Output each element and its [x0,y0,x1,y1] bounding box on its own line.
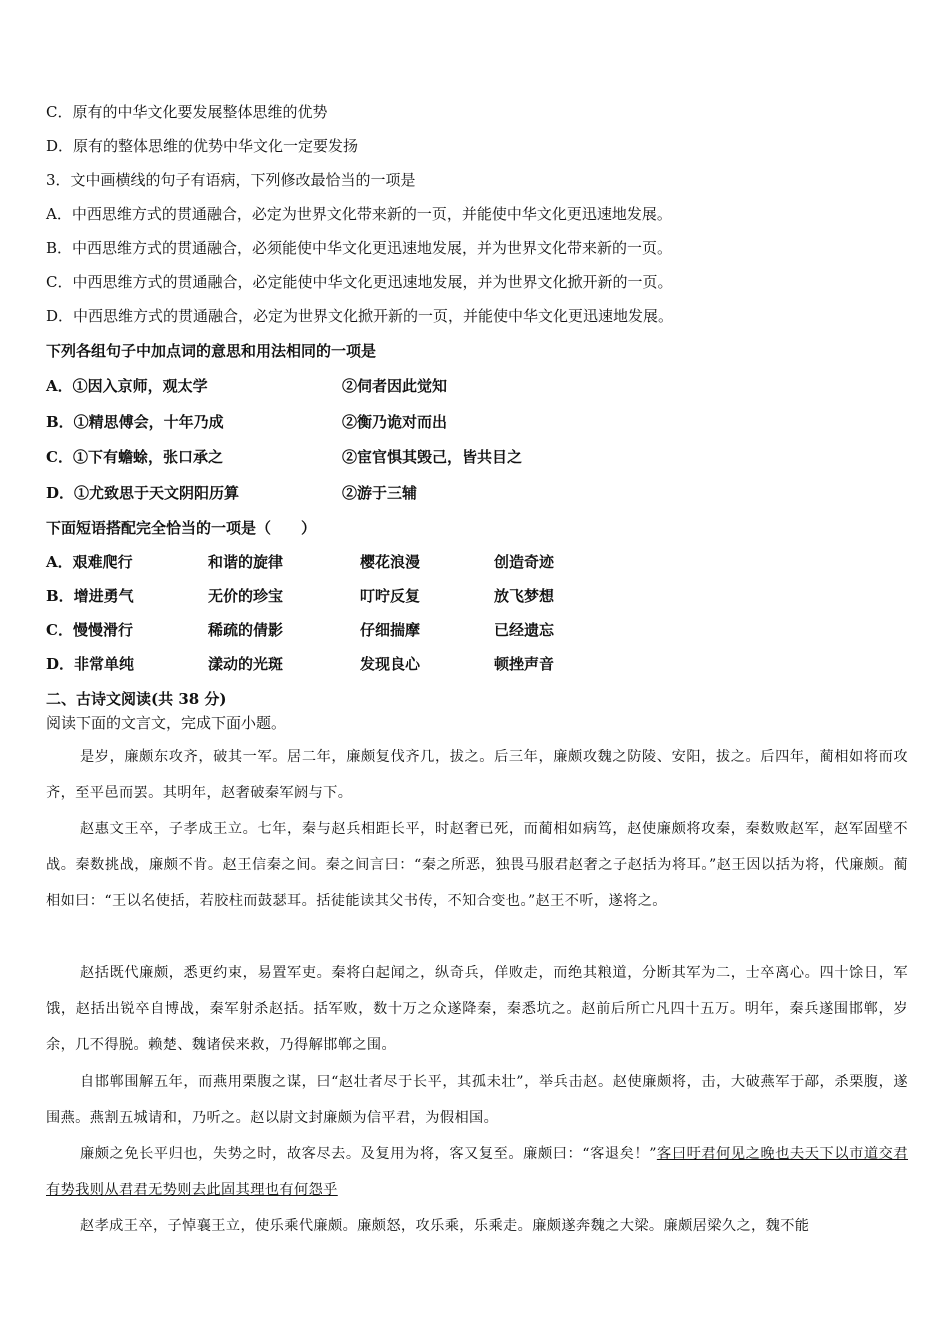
q4-option-a-second: ②伺者因此觉知 [342,377,448,395]
q4-option-b-second: ②衡乃诡对而出 [342,413,448,431]
q3-option-b: B．中西思维方式的贯通融合，必须能使中华文化更迅速地发展，并为世界文化带来新的一页。 [46,239,673,257]
passage-paragraph-3: 赵括既代廉颇，悉更约束，易置军吏。秦将白起闻之，纵奇兵，佯败走，而绝其粮道，分断其军为二，士卒离心。四十馀日，军饿，赵括出锐卒自博战，秦军射杀赵括。括军败，数十万之众遂降秦，秦悉坑之。赵前后所亡凡四十五万。明年，秦兵遂围邯郸，岁余，几不得脱。赖楚、魏诸侯来救，乃得解邯郸之围。 [46,965,908,1053]
q4-option-d-second: ②游于三辅 [342,484,418,502]
q5-stem: 下面短语搭配完全恰当的一项是（ ） [46,519,317,537]
q5-a-1: A．艰难爬行 [46,553,133,571]
q5-c-1: C．慢慢滑行 [46,621,133,639]
passage-paragraph-4: 自邯郸围解五年，而燕用栗腹之谋，曰“赵壮者尽于长平，其孤未壮”，举兵击赵。赵使廉颇将，击，大破燕军于鄗，杀栗腹，遂围燕。燕割五城请和，乃听之。赵以尉文封廉颇为信平君，为假相国。 [46,1074,908,1126]
passage-paragraph-2: 赵惠文王卒，子孝成王立。七年，秦与赵兵相距长平，时赵奢已死，而蔺相如病笃，赵使廉颇将攻秦，秦数败赵军，赵军固壁不战。秦数挑战，廉颇不肯。赵王信秦之间。秦之间言曰：“秦之所恶，独畏马服君赵奢之子赵括为将耳。”赵王因以括为将，代廉颇。蔺相如曰：“王以名使括，若胶柱而鼓瑟耳。括徒能读其父书传，不知合变也。”赵王不听，遂将之。 [46,821,908,909]
q4-option-d-first: D．①尤致思于天文阴阳历算 [46,484,240,502]
q5-b-4: 放飞梦想 [494,587,555,605]
q5-c-2: 稀疏的倩影 [208,621,284,639]
q5-b-1: B．增进勇气 [46,587,134,605]
passage-paragraph-5 [46,1136,908,1208]
q5-d-3: 发现良心 [360,655,421,673]
q5-d-4: 顿挫声音 [494,655,555,673]
q5-b-3: 叮咛反复 [360,587,421,605]
q2-option-c: C．原有的中华文化要发展整体思维的优势 [46,103,328,121]
q4-option-a-first: A．①因入京师，观太学 [46,377,208,395]
q5-b-2: 无价的珍宝 [208,587,284,605]
q3-option-d: D．中西思维方式的贯通融合，必定为世界文化掀开新的一页，并能使中华文化更迅速地发展。 [46,307,674,325]
section-intro: 阅读下面的文言文，完成下面小题。 [46,714,287,732]
q5-c-4: 已经遗忘 [494,621,555,639]
q4-stem: 下列各组句子中加点词的意思和用法相同的一项是 [46,342,377,360]
passage-paragraph-6: 赵孝成王卒，子悼襄王立，使乐乘代廉颇。廉颇怒，攻乐乘，乐乘走。廉颇遂奔魏之大梁。廉颇居梁久之，魏不能 [80,1218,810,1234]
q5-a-3: 樱花浪漫 [360,553,421,571]
section-title: 二、古诗文阅读(共 38 分) [46,690,227,708]
q5-d-1: D．非常单纯 [46,655,135,673]
q5-d-2: 漾动的光斑 [208,655,284,673]
q4-option-b-first: B．①精思傅会，十年乃成 [46,413,224,431]
passage-paragraph-1: 是岁，廉颇东攻齐，破其一军。居二年，廉颇复伐齐几，拔之。后三年，廉颇攻魏之防陵、安阳，拔之。后四年，蔺相如将而攻齐，至平邑而罢。其明年，赵奢破秦军阏与下。 [46,749,908,801]
q3-option-a: A．中西思维方式的贯通融合，必定为世界文化带来新的一页，并能使中华文化更迅速地发展。 [46,205,672,223]
q4-option-c-second: ②宦官惧其毁己，皆共目之 [342,448,523,466]
q3-option-c: C．中西思维方式的贯通融合，必定能使中华文化更迅速地发展，并为世界文化掀开新的一页。 [46,273,673,291]
underlined-sentence: 客曰吁君何见之晚也夫天下以市道交君有势我则从君君无势则去此固其理也有何怨乎 [46,1146,908,1198]
q2-option-d: D．原有的整体思维的优势中华文化一定要发扬 [46,137,359,155]
q5-c-3: 仔细揣摩 [360,621,421,639]
q3-stem: 3．文中画横线的句子有语病，下列修改最恰当的一项是 [46,171,416,189]
q4-option-c-first: C．①下有蟾蜍，张口承之 [46,448,223,466]
paragraph-5-text: 廉颇之免长平归也，失势之时，故客尽去。及复用为将，客又复至。廉颇曰：“客退矣！” [80,1146,657,1162]
q5-a-4: 创造奇迹 [494,553,555,571]
q5-a-2: 和谐的旋律 [208,553,284,571]
